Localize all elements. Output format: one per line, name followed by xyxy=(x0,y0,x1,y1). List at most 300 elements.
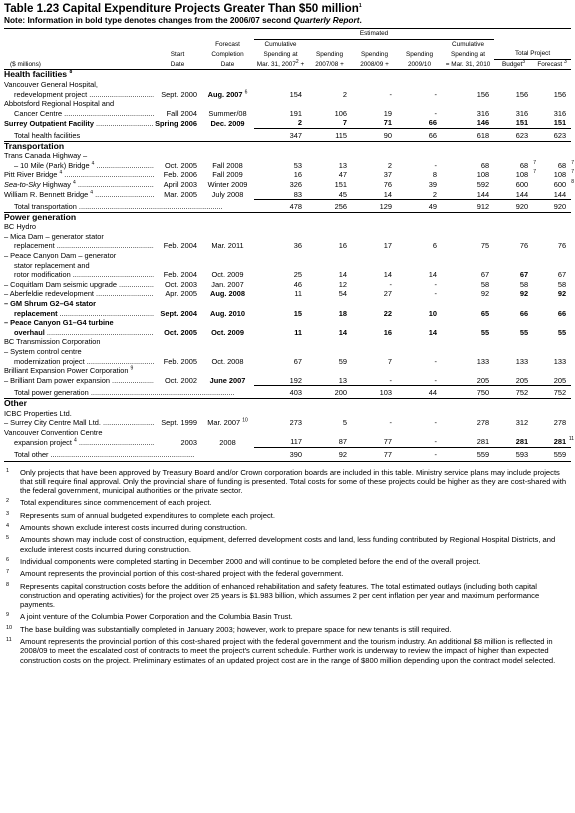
start-date: Sept. 2000 xyxy=(161,89,197,99)
value-cell xyxy=(533,347,571,357)
start-date xyxy=(154,347,201,357)
completion-date xyxy=(201,347,254,357)
value-cell: 76 xyxy=(519,241,529,251)
value-cell: 45 xyxy=(307,190,352,200)
start-date xyxy=(154,366,201,376)
start-date xyxy=(154,232,201,242)
footnote xyxy=(4,625,571,634)
value-cell: 8 xyxy=(432,170,437,180)
value-cell: - xyxy=(434,289,437,299)
value-cell xyxy=(397,222,442,232)
value-cell xyxy=(254,151,307,161)
value-cell: 278 xyxy=(553,418,567,428)
total-value: 90 xyxy=(383,130,392,140)
value-cell: 13 xyxy=(307,376,352,386)
value-cell xyxy=(254,366,307,376)
value-cell xyxy=(533,151,571,161)
completion-date xyxy=(201,222,254,232)
value-cell xyxy=(352,347,397,357)
total-value: 49 xyxy=(428,202,437,212)
completion-date xyxy=(201,232,254,242)
table-row xyxy=(4,170,571,180)
value-cell xyxy=(254,337,307,347)
value-cell xyxy=(254,347,307,357)
value-cell: 316 xyxy=(476,108,490,118)
start-date: Feb. 2005 xyxy=(163,356,197,366)
value-cell xyxy=(442,366,494,376)
value-cell xyxy=(533,366,571,376)
table-row xyxy=(4,328,571,338)
value-cell: 154 xyxy=(289,89,302,99)
section-header xyxy=(4,212,571,222)
value-cell: 14 xyxy=(338,327,347,337)
completion-date: Oct. 2009 xyxy=(211,327,244,337)
value-cell xyxy=(352,99,397,109)
value-cell: 68 7 xyxy=(557,159,575,170)
value-cell xyxy=(442,337,494,347)
footnote-number: 1 xyxy=(6,467,10,474)
value-cell xyxy=(442,232,494,242)
value-cell: 54 xyxy=(338,289,347,299)
table-row xyxy=(4,347,571,357)
title-footnote-ref: 1 xyxy=(358,3,362,10)
footnote-text: Total expenditures since commencement of each project. xyxy=(20,498,212,508)
value-cell: 600 8 xyxy=(553,178,575,189)
project-label: rotor modification ..... xyxy=(4,270,154,280)
total-value: 347 xyxy=(289,130,302,140)
table-row xyxy=(4,232,571,242)
title-text: Table 1.23 Capital Expenditure Projects Greater Than $50 million xyxy=(4,2,359,15)
start-date: Spring 2006 xyxy=(155,118,197,128)
footnote-number: 10 xyxy=(6,624,13,631)
project-label: – Coquitlam Dam seismic upgrade ..... xyxy=(4,280,154,290)
project-label: – Peace Canyon Dam – generator xyxy=(4,251,117,261)
value-cell xyxy=(442,347,494,357)
value-cell xyxy=(494,366,533,376)
value-cell xyxy=(307,299,352,309)
value-cell: 92 xyxy=(519,289,529,299)
value-cell xyxy=(254,318,307,328)
value-cell: 7 xyxy=(387,356,392,366)
footnote xyxy=(4,535,571,554)
project-label: replacement ..... xyxy=(4,309,154,319)
total-value: 66 xyxy=(428,130,437,140)
value-cell: 58 xyxy=(480,279,490,289)
value-cell xyxy=(494,222,533,232)
value-cell xyxy=(307,222,352,232)
header-completion: Completion xyxy=(211,50,244,58)
value-cell: 106 xyxy=(334,108,347,118)
value-cell: - xyxy=(434,418,437,428)
completion-date xyxy=(201,366,254,376)
value-cell xyxy=(254,232,307,242)
value-cell: 133 xyxy=(553,356,567,366)
footnote xyxy=(4,612,571,621)
value-cell: 55 xyxy=(519,327,529,337)
completion-date xyxy=(201,151,254,161)
value-cell xyxy=(352,409,397,419)
header-spending-at-1: Spending at xyxy=(263,50,298,58)
completion-date: Oct. 2008 xyxy=(211,356,244,366)
total-value: 559 xyxy=(553,449,567,459)
table-row xyxy=(4,437,571,447)
value-cell xyxy=(307,232,352,242)
table-row xyxy=(4,418,571,428)
value-cell xyxy=(352,318,397,328)
project-label: BC Transmission Corporation xyxy=(4,337,101,347)
value-cell xyxy=(442,99,494,109)
value-cell xyxy=(352,428,397,438)
value-cell: 144 xyxy=(494,190,533,200)
project-label: – Mica Dam – generator stator xyxy=(4,231,104,241)
value-cell: 76 xyxy=(383,179,392,189)
value-cell xyxy=(397,337,442,347)
value-cell: 27 xyxy=(383,289,392,299)
value-cell xyxy=(254,261,307,271)
total-value: 256 xyxy=(334,202,347,212)
footnote-number: 5 xyxy=(6,535,10,542)
value-cell: 65 xyxy=(480,308,490,318)
start-date: Oct. 2003 xyxy=(164,279,197,289)
footnote-number: 8 xyxy=(6,581,10,588)
table-row xyxy=(4,280,571,290)
header-spending-2: Spending xyxy=(360,50,388,58)
completion-date: Aug. 2007 $^6$ xyxy=(207,89,248,99)
value-cell: 46 xyxy=(293,279,302,289)
value-cell: 92 xyxy=(557,289,567,299)
footnote-text: A joint venture of the Columbia Power Corporation and the Columbia Basin Trust. xyxy=(20,612,293,622)
value-cell xyxy=(397,80,442,90)
value-cell: - xyxy=(434,89,437,99)
project-label: Cancer Centre ..... xyxy=(4,109,154,119)
start-date xyxy=(154,99,201,109)
completion-date xyxy=(201,251,254,261)
value-cell xyxy=(307,409,352,419)
footnote xyxy=(4,511,571,520)
value-cell: 39 xyxy=(428,179,437,189)
value-cell xyxy=(533,299,571,309)
value-cell: 2 xyxy=(254,118,307,128)
value-cell xyxy=(442,80,494,90)
table-row xyxy=(4,151,571,161)
start-date: Mar. 2005 xyxy=(164,190,197,199)
total-row xyxy=(4,128,571,141)
start-date xyxy=(154,261,201,271)
total-value: 103 xyxy=(379,388,392,398)
table-row xyxy=(4,409,571,419)
header-mar2007: Mar. 31, 2007$^2$ + xyxy=(256,58,305,68)
footnote-text: Represents capital construction costs before the addition of enhanced rehabilitation and safety features. The total estimated outlays (including both capital construction and operating activities) for the project over 25 years is $1.983 billion, which assumes 2 per cent inflation per year and maximum performance payments. xyxy=(20,581,540,610)
project-label: – Brilliant Dam power expansion ..... xyxy=(4,376,154,386)
value-cell xyxy=(494,151,533,161)
value-cell xyxy=(254,99,307,109)
value-cell xyxy=(442,151,494,161)
start-date xyxy=(154,428,201,438)
value-cell: 278 xyxy=(476,418,490,428)
project-label: BC Hydro xyxy=(4,222,37,232)
project-label: – Surrey City Centre Mall Ltd. ..... xyxy=(4,418,154,428)
value-cell: 77 xyxy=(352,437,397,447)
footnote-text: Represents sum of annual budgeted expenditures to complete each project. xyxy=(20,510,275,520)
project-label: – 10 Mile (Park) Bridge $^4$ ..... xyxy=(4,161,154,171)
table-row xyxy=(4,357,571,367)
value-cell: - xyxy=(434,160,437,170)
note-prefix: Note: Information in bold type denotes changes from the 2006/07 second xyxy=(4,15,294,25)
value-cell xyxy=(494,261,533,271)
section-title: Transportation xyxy=(4,140,65,151)
value-cell xyxy=(533,318,571,328)
value-cell xyxy=(494,99,533,109)
table-row xyxy=(4,270,571,280)
start-date xyxy=(154,318,201,328)
footnote xyxy=(4,468,571,496)
header-cumulative-2: Cumulative xyxy=(452,40,485,48)
value-cell xyxy=(533,222,571,232)
value-cell: 14 xyxy=(383,270,392,280)
value-cell xyxy=(533,251,571,261)
value-cell: 37 xyxy=(383,170,392,180)
value-cell xyxy=(307,99,352,109)
project-label: Brilliant Expansion Power Corporation $^9$ xyxy=(4,365,134,376)
footnote-text: The base building was substantially completed in January 2003; however, work to prepare space for new tenants is still required. xyxy=(20,624,452,634)
header-spending-at-2: Spending at xyxy=(450,50,486,58)
project-label: replacement ..... xyxy=(4,241,154,251)
project-label: modernization project ..... xyxy=(4,357,154,367)
capital-projects-table xyxy=(4,29,575,460)
value-cell xyxy=(397,99,442,109)
value-cell: 281 11 xyxy=(533,437,571,447)
project-label: – System control centre xyxy=(4,347,82,356)
value-cell: 87 xyxy=(307,437,352,447)
value-cell xyxy=(533,409,571,419)
footnote xyxy=(4,557,571,566)
total-row xyxy=(4,386,571,399)
total-value: 623 xyxy=(515,130,529,140)
value-cell: 600 xyxy=(515,179,529,189)
value-cell: 156 xyxy=(553,89,567,99)
start-date: 2003 xyxy=(180,437,197,447)
project-label: Vancouver General Hospital, xyxy=(4,79,98,89)
value-cell xyxy=(494,347,533,357)
total-value: 129 xyxy=(379,202,392,212)
value-cell xyxy=(494,409,533,419)
value-cell: 281 xyxy=(442,437,494,447)
value-cell: 14 xyxy=(428,327,437,337)
section-header xyxy=(4,398,571,408)
completion-date: Aug. 2010 xyxy=(210,308,245,318)
project-label: Vancouver Convention Centre xyxy=(4,427,103,437)
value-cell xyxy=(397,409,442,419)
total-value: 77 xyxy=(383,449,392,459)
value-cell: 25 xyxy=(293,270,302,280)
table-row xyxy=(4,99,571,109)
section-header xyxy=(4,141,571,151)
value-cell xyxy=(352,261,397,271)
start-date xyxy=(154,337,201,347)
value-cell: 67 xyxy=(557,270,567,280)
completion-date: Winter 2009 xyxy=(207,179,248,189)
header-0708: 2007/08 + xyxy=(315,60,344,68)
table-row xyxy=(4,80,571,90)
total-value: 115 xyxy=(335,130,347,140)
value-cell xyxy=(254,251,307,261)
value-cell: 6 xyxy=(432,241,437,251)
value-cell xyxy=(307,151,352,161)
start-date xyxy=(154,80,201,90)
value-cell xyxy=(533,337,571,347)
value-cell: - xyxy=(389,279,392,289)
value-cell: 16 xyxy=(338,241,347,251)
start-date: Oct. 2005 xyxy=(164,160,197,170)
value-cell: 18 xyxy=(338,308,347,318)
project-label: – GM Shrum G2–G4 stator xyxy=(4,299,96,309)
completion-date xyxy=(201,261,254,271)
value-cell: 68 xyxy=(480,160,490,170)
footnote xyxy=(4,523,571,532)
value-cell: 133 xyxy=(515,356,529,366)
value-cell xyxy=(494,80,533,90)
value-cell: 55 xyxy=(480,327,490,337)
completion-date: Summer/08 xyxy=(208,108,247,118)
value-cell xyxy=(494,428,533,438)
completion-date: Fall 2009 xyxy=(212,170,243,180)
footnote-text: Amount represents the provincial portion of this cost-shared project with the federal government. xyxy=(20,569,344,579)
value-cell: 58 xyxy=(557,279,567,289)
value-cell xyxy=(494,318,533,328)
table-row xyxy=(4,241,571,251)
table-row xyxy=(4,309,571,319)
start-date: April 2003 xyxy=(163,179,197,189)
header-start-date: Date xyxy=(170,60,185,68)
total-value: 750 xyxy=(476,388,490,398)
table-row xyxy=(4,428,571,438)
value-cell: 66 xyxy=(557,308,567,318)
value-cell xyxy=(307,80,352,90)
value-cell xyxy=(442,222,494,232)
value-cell: 312 xyxy=(515,418,529,428)
completion-date: June 2007 xyxy=(209,376,246,386)
header-cumulative-1: Cumulative xyxy=(264,40,297,48)
value-cell xyxy=(533,261,571,271)
value-cell: 67 xyxy=(480,270,490,280)
footnote-text: Amounts shown exclude interest costs incurred during construction. xyxy=(20,523,248,533)
value-cell: - xyxy=(434,356,437,366)
total-value: 200 xyxy=(334,388,347,398)
value-cell: 156 xyxy=(476,89,490,99)
footnotes xyxy=(4,468,571,665)
value-cell xyxy=(254,428,307,438)
start-date: Fall 2004 xyxy=(166,108,197,118)
value-cell: 205 xyxy=(533,376,571,386)
value-cell xyxy=(533,428,571,438)
value-cell: 205 xyxy=(442,376,494,386)
table-row xyxy=(4,366,571,376)
completion-date: Mar. 2007 $^{10}$ xyxy=(207,417,248,428)
value-cell xyxy=(254,299,307,309)
table-title xyxy=(4,2,571,15)
total-row xyxy=(4,200,571,213)
value-cell xyxy=(307,347,352,357)
completion-date xyxy=(201,99,254,109)
footnote xyxy=(4,569,571,578)
value-cell: 66 xyxy=(397,118,442,128)
value-cell: 12 xyxy=(338,279,347,289)
value-cell: 133 xyxy=(476,356,490,366)
value-cell: 7 xyxy=(307,118,352,128)
completion-date xyxy=(201,428,254,438)
document xyxy=(4,2,575,665)
value-cell: - xyxy=(352,376,397,386)
value-cell xyxy=(442,261,494,271)
footnote-number: 4 xyxy=(6,523,10,530)
completion-date xyxy=(201,318,254,328)
value-cell xyxy=(533,80,571,90)
start-date: Oct. 2005 xyxy=(164,327,197,337)
total-label: Total health facilities xyxy=(14,130,81,140)
total-value: 623 xyxy=(553,130,567,140)
header-forecast: Forecast xyxy=(215,40,240,48)
footnote xyxy=(4,498,571,507)
header-budget: Budget$^3$ xyxy=(502,58,526,68)
start-date xyxy=(154,299,201,309)
completion-date: 2008 xyxy=(219,437,236,447)
project-label: overhaul ..... xyxy=(4,328,154,338)
value-cell: 58 xyxy=(519,279,529,289)
value-cell: 55 xyxy=(557,327,567,337)
value-cell xyxy=(494,337,533,347)
header-millions: ($ millions) xyxy=(10,60,41,68)
footnote xyxy=(4,582,571,610)
value-cell xyxy=(442,409,494,419)
value-cell: 151 xyxy=(494,118,533,128)
value-cell: 15 xyxy=(293,308,302,318)
value-cell: 108 7 xyxy=(515,169,537,180)
value-cell xyxy=(397,428,442,438)
completion-date: Jan. 2007 xyxy=(211,279,244,289)
value-cell xyxy=(397,232,442,242)
value-cell: 76 xyxy=(557,241,567,251)
value-cell xyxy=(352,151,397,161)
value-cell xyxy=(352,366,397,376)
value-cell: 71 xyxy=(352,118,397,128)
value-cell xyxy=(442,299,494,309)
value-cell: 68 7 xyxy=(519,159,537,170)
value-cell: 53 xyxy=(293,160,302,170)
value-cell xyxy=(352,222,397,232)
header-spending-1: Spending xyxy=(315,50,343,58)
value-cell: 47 xyxy=(338,170,347,180)
value-cell: 191 xyxy=(289,108,302,118)
footnote xyxy=(4,637,571,665)
value-cell xyxy=(442,318,494,328)
footnote-number: 9 xyxy=(6,612,10,619)
project-label: redevelopment project ..... xyxy=(4,90,154,100)
value-cell: 144 xyxy=(442,190,494,200)
value-cell: - xyxy=(397,437,442,447)
value-cell xyxy=(397,299,442,309)
total-value: 912 xyxy=(476,202,490,212)
value-cell xyxy=(352,251,397,261)
completion-date: Aug. 2008 xyxy=(210,289,245,299)
total-value: 752 xyxy=(553,388,567,398)
total-value: 403 xyxy=(289,388,302,398)
table-row xyxy=(4,251,571,261)
table-row xyxy=(4,289,571,299)
project-label: Abbotsford Regional Hospital and xyxy=(4,99,115,109)
value-cell: - xyxy=(397,376,442,386)
value-cell xyxy=(397,151,442,161)
value-cell xyxy=(397,261,442,271)
